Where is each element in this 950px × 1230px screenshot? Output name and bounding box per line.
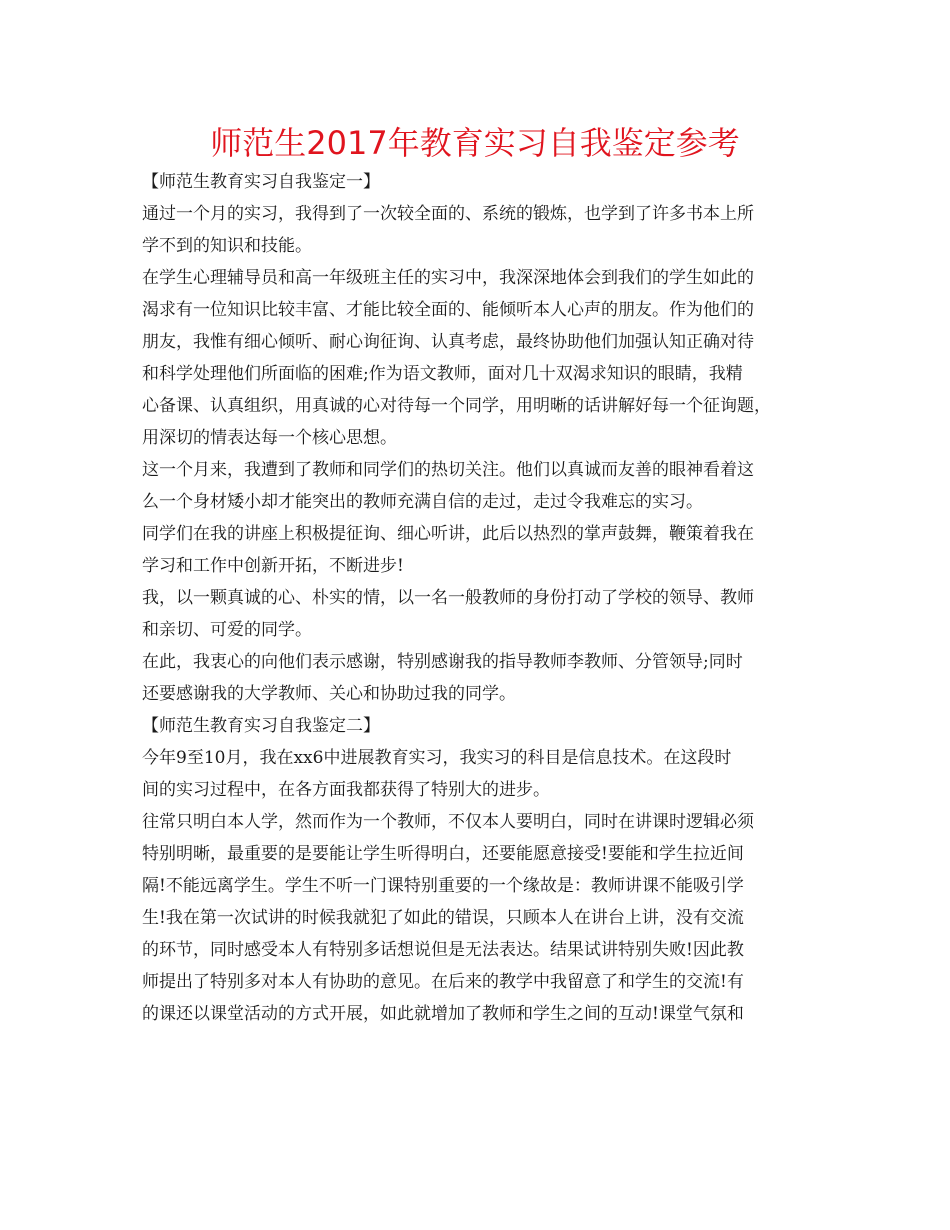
- text-line: 心备课、认真组织，用真诚的心对待每一个同学，用明晰的话讲解好每一个征询题，: [142, 396, 771, 416]
- text-line: 朋友，我惟有细心倾听、耐心询征询、认真考虑，最终协助他们加强认知正确对待: [142, 332, 754, 352]
- text-line: 今年9至10月，我在xx6中进展教育实习，我实习的科目是信息技术。在这段时: [142, 748, 732, 768]
- text-line: 特别明晰，最重要的是要能让学生听得明白，还要能愿意接受!要能和学生拉近间: [142, 844, 744, 864]
- text-line: 往常只明白本人学，然而作为一个教师，不仅本人要明白，同时在讲课时逻辑必须: [142, 812, 754, 832]
- text-line: 渴求有一位知识比较丰富、才能比较全面的、能倾听本人心声的朋友。作为他们的: [142, 300, 754, 320]
- text-line: 还要感谢我的大学教师、关心和协助过我的同学。: [142, 684, 516, 704]
- document-title: 师范生2017年教育实习自我鉴定参考: [210, 124, 740, 162]
- text-line: 生!我在第一次试讲的时候我就犯了如此的错误，只顾本人在讲台上讲，没有交流: [142, 908, 744, 928]
- text-line: 学习和工作中创新开拓，不断进步!: [142, 556, 404, 576]
- text-line: 这一个月来，我遭到了教师和同学们的热切关注。他们以真诚而友善的眼神看着这: [142, 460, 754, 480]
- text-line: 我，以一颗真诚的心、朴实的情，以一名一般教师的身份打动了学校的领导、教师: [142, 588, 754, 608]
- text-line: 隔!不能远离学生。学生不听一门课特别重要的一个缘故是：教师讲课不能吸引学: [142, 876, 744, 896]
- text-line: 用深切的情表达每一个核心思想。: [142, 428, 397, 448]
- document-body: [142, 166, 828, 1030]
- text-line: 和亲切、可爱的同学。: [142, 620, 312, 640]
- text-line: 么一个身材矮小却才能突出的教师充满自信的走过，走过令我难忘的实习。: [142, 492, 703, 512]
- text-line: 在学生心理辅导员和高一年级班主任的实习中，我深深地体会到我们的学生如此的: [142, 268, 754, 288]
- text-line: 通过一个月的实习，我得到了一次较全面的、系统的锻炼，也学到了许多书本上所: [142, 204, 754, 224]
- text-line: 学不到的知识和技能。: [142, 236, 312, 256]
- text-line: 和科学处理他们所面临的困难;作为语文教师，面对几十双渴求知识的眼睛，我精: [142, 364, 743, 384]
- text-line: 在此，我衷心的向他们表示感谢，特别感谢我的指导教师李教师、分管领导;同时: [142, 652, 743, 672]
- text-line: 的环节，同时感受本人有特别多话想说但是无法表达。结果试讲特别失败!因此教: [142, 940, 744, 960]
- text-line: 师提出了特别多对本人有协助的意见。在后来的教学中我留意了和学生的交流!有: [142, 972, 744, 992]
- text-line: 【师范生教育实习自我鉴定一】: [142, 172, 380, 192]
- text-line: 的课还以课堂活动的方式开展，如此就增加了教师和学生之间的互动!课堂气氛和: [142, 1004, 744, 1024]
- text-line: 间的实习过程中，在各方面我都获得了特别大的进步。: [142, 780, 550, 800]
- text-line: 【师范生教育实习自我鉴定二】: [142, 716, 380, 736]
- text-line: 同学们在我的讲座上积极提征询、细心听讲，此后以热烈的掌声鼓舞，鞭策着我在: [142, 524, 754, 544]
